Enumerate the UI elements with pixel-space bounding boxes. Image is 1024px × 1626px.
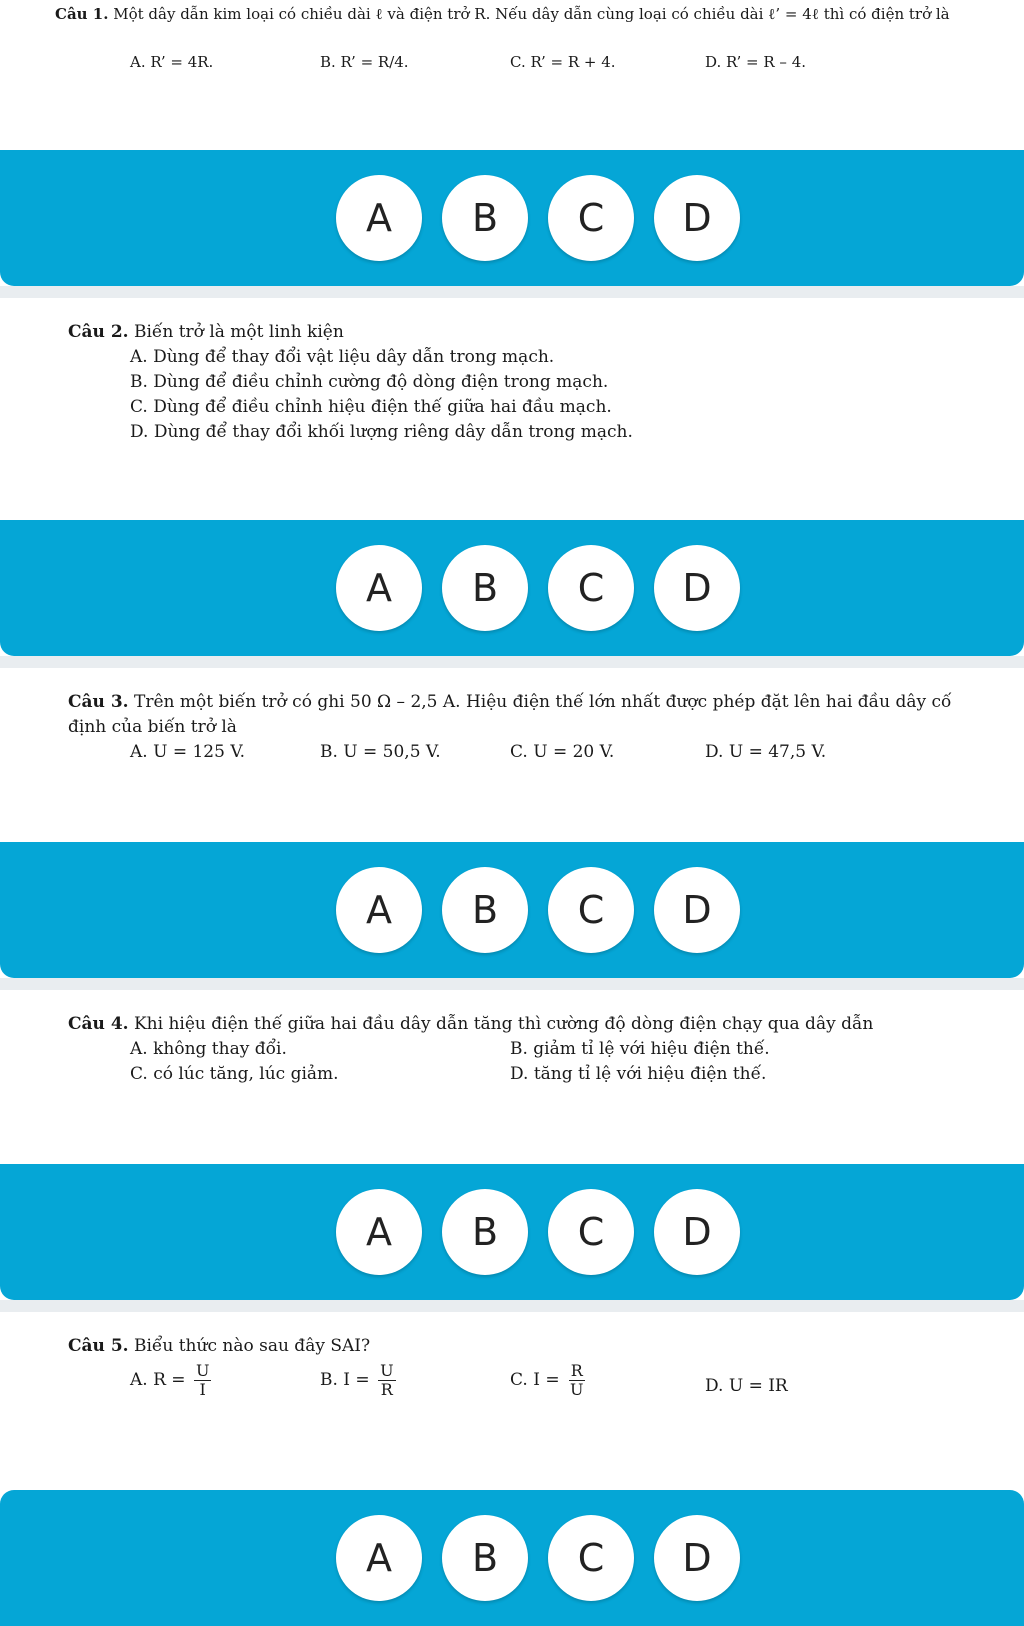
option-2-a: A. Dùng để thay đổi vật liệu dây dẫn trong mạch.: [130, 347, 555, 367]
answer-band-3: [0, 842, 1024, 978]
option-1-a: A. R’ = 4R.: [130, 53, 214, 71]
answer-button-5-a[interactable]: A: [336, 1515, 422, 1601]
answer-button-5-b[interactable]: B: [442, 1515, 528, 1601]
option-3-d: D. U = 47,5 V.: [705, 742, 827, 762]
question-text-1: Một dây dẫn kim loại có chiều dài ℓ và điện trở R. Nếu dây dẫn cùng loại có chiều dài ℓ’ = 4ℓ thì có điện trở là: [108, 5, 950, 23]
option-3-c: C. U = 20 V.: [510, 742, 615, 762]
answer-button-3-c[interactable]: C: [548, 867, 634, 953]
fraction-5-c-num: R: [570, 1361, 583, 1380]
options-row-3: [0, 740, 1024, 765]
option-2-c: C. Dùng để điều chỉnh hiệu điện thế giữa hai đầu mạch.: [130, 397, 612, 417]
option-5-a: [130, 1362, 214, 1399]
question-stem-2: [68, 320, 988, 345]
answer-button-1-d[interactable]: D: [654, 175, 740, 261]
question-text-4: Khi hiệu điện thế giữa hai đầu dây dẫn tăng thì cường độ dòng điện chạy qua dây dẫn: [128, 1014, 874, 1034]
divider-2: [0, 656, 1024, 668]
answer-button-2-a[interactable]: A: [336, 545, 422, 631]
answer-band-5: [0, 1490, 1024, 1626]
question-card-5: [0, 1312, 1024, 1490]
answer-band-4: [0, 1164, 1024, 1300]
answer-button-2-d[interactable]: D: [654, 545, 740, 631]
question-stem-1: [55, 2, 995, 26]
question-label-5: Câu 5.: [68, 1336, 129, 1356]
question-label-3: Câu 3.: [68, 692, 129, 712]
answer-button-1-b[interactable]: B: [442, 175, 528, 261]
option-5-c-prefix: C. I =: [510, 1370, 565, 1390]
answer-button-4-b[interactable]: B: [442, 1189, 528, 1275]
answer-button-1-a[interactable]: A: [336, 175, 422, 261]
answer-button-3-d[interactable]: D: [654, 867, 740, 953]
answer-button-3-b[interactable]: B: [442, 867, 528, 953]
option-5-b: [320, 1362, 399, 1399]
answer-button-2-c[interactable]: C: [548, 545, 634, 631]
answer-band-2: [0, 520, 1024, 656]
question-stem-5: [68, 1334, 988, 1359]
fraction-5-a: [194, 1362, 211, 1399]
answer-button-4-a[interactable]: A: [336, 1189, 422, 1275]
question-label-2: Câu 2.: [68, 322, 129, 342]
fraction-5-a-den: I: [199, 1380, 206, 1399]
answer-button-5-d[interactable]: D: [654, 1515, 740, 1601]
fraction-5-b: [378, 1362, 395, 1399]
option-5-d: [705, 1374, 788, 1399]
question-card-4: [0, 990, 1024, 1164]
option-1-d: D. R’ = R – 4.: [705, 53, 807, 71]
option-3-b: B. U = 50,5 V.: [320, 742, 441, 762]
answer-button-2-b[interactable]: B: [442, 545, 528, 631]
question-stem-3: [68, 690, 988, 740]
answer-button-4-d[interactable]: D: [654, 1189, 740, 1275]
question-text-5: Biểu thức nào sau đây SAI?: [128, 1336, 371, 1356]
option-4-a: A. không thay đổi.: [130, 1039, 287, 1059]
answer-button-3-a[interactable]: A: [336, 867, 422, 953]
fraction-5-b-den: R: [380, 1380, 393, 1399]
question-text-3: Trên một biến trở có ghi 50 Ω – 2,5 A. Hiệu điện thế lớn nhất được phép đặt lên hai đầu dây cố định của biến trở là: [68, 692, 952, 737]
question-label-4: Câu 4.: [68, 1014, 129, 1034]
answer-button-4-c[interactable]: C: [548, 1189, 634, 1275]
question-card-2: [0, 298, 1024, 520]
question-card-3: [0, 668, 1024, 842]
question-text-2: Biến trở là một linh kiện: [128, 322, 344, 342]
fraction-5-b-num: U: [380, 1361, 394, 1380]
divider-4: [0, 1300, 1024, 1312]
answer-button-1-c[interactable]: C: [548, 175, 634, 261]
option-1-c: C. R’ = R + 4.: [510, 53, 616, 71]
question-label-1: Câu 1.: [55, 5, 109, 23]
option-5-b-prefix: B. I =: [320, 1370, 376, 1390]
answer-button-5-c[interactable]: C: [548, 1515, 634, 1601]
options-row-1: [0, 50, 1024, 75]
divider-1: [0, 286, 1024, 298]
option-4-c: C. có lúc tăng, lúc giảm.: [130, 1064, 339, 1084]
option-2-b: B. Dùng để điều chỉnh cường độ dòng điện trong mạch.: [130, 372, 609, 392]
answer-band-1: [0, 150, 1024, 286]
option-1-b: B. R’ = R/4.: [320, 53, 409, 71]
option-5-c: [510, 1362, 588, 1399]
fraction-5-c-den: U: [569, 1380, 584, 1399]
option-4-d: D. tăng tỉ lệ với hiệu điện thế.: [510, 1064, 767, 1084]
option-3-a: A. U = 125 V.: [130, 742, 246, 762]
divider-3: [0, 978, 1024, 990]
option-5-a-prefix: A. R =: [130, 1370, 191, 1390]
option-4-b: B. giảm tỉ lệ với hiệu điện thế.: [510, 1039, 770, 1059]
question-card-1: [0, 0, 1024, 150]
fraction-5-a-num: U: [195, 1361, 210, 1380]
option-2-d: D. Dùng để thay đổi khối lượng riêng dây dẫn trong mạch.: [130, 422, 633, 442]
option-5-d-text: D. U = IR: [705, 1376, 788, 1396]
question-stem-4: [68, 1012, 998, 1037]
fraction-5-c: [568, 1362, 585, 1399]
